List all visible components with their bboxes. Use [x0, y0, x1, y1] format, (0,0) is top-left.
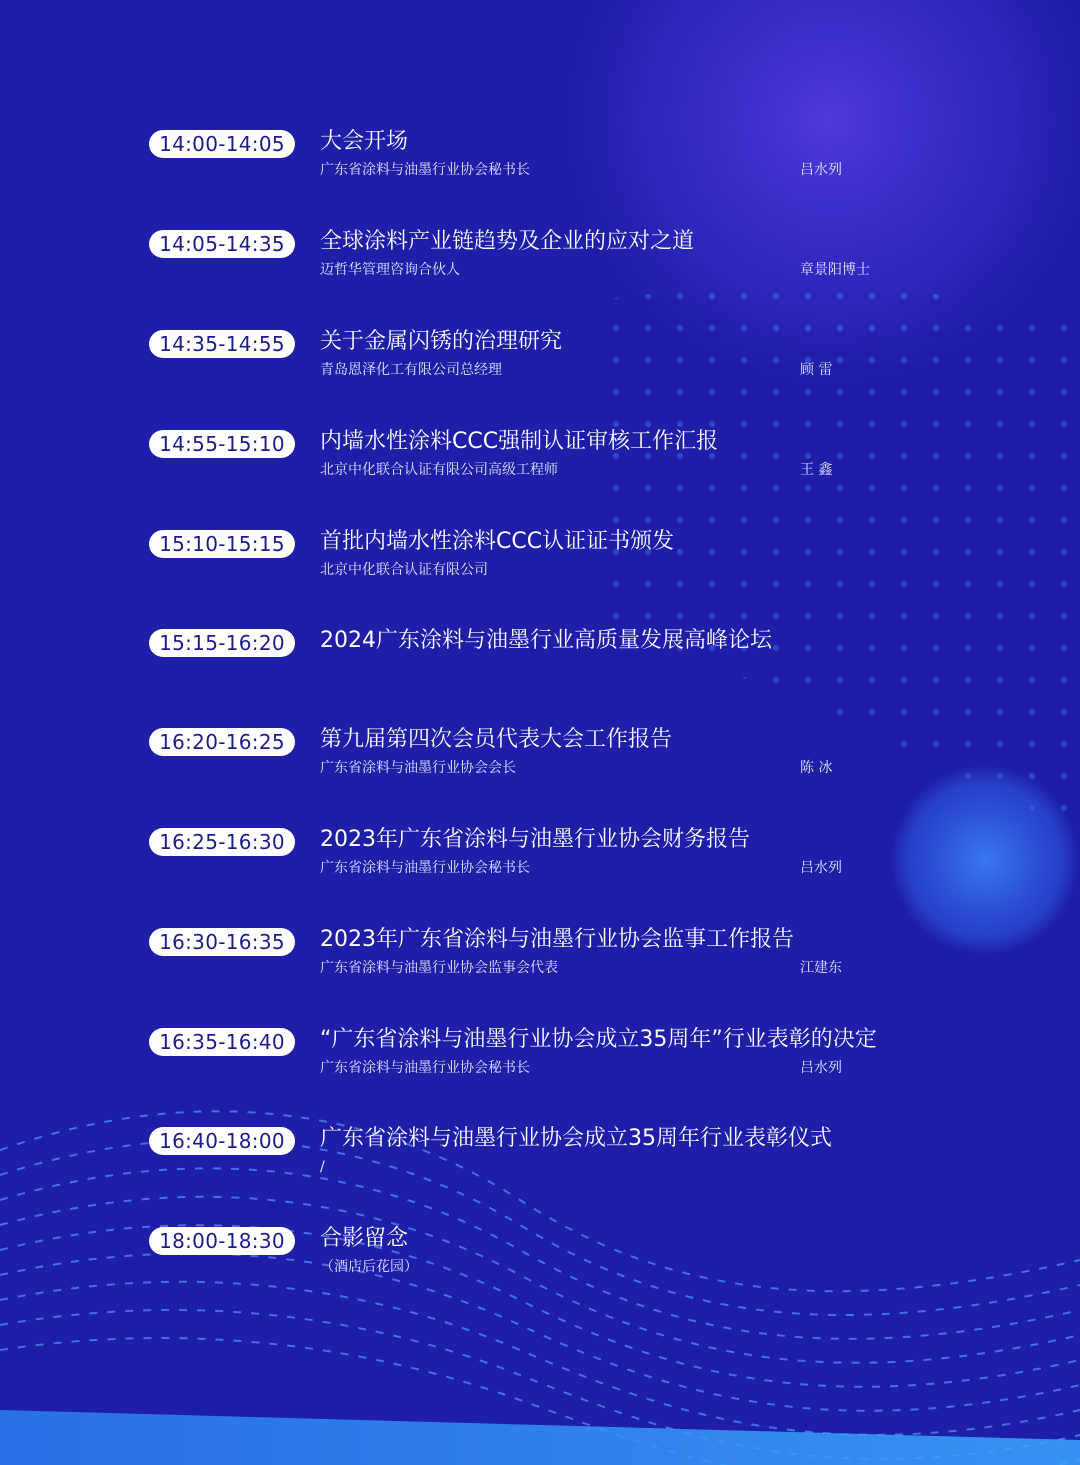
- time-badge: 14:00-14:05: [149, 130, 295, 158]
- session-title: 关于金属闪锈的治理研究: [320, 329, 563, 354]
- agenda-item: [0, 1127, 1080, 1197]
- session-title: 2023年广东省涂料与油墨行业协会财务报告: [320, 827, 750, 852]
- speaker-affiliation: 广东省涂料与油墨行业协会会长: [320, 760, 516, 776]
- agenda-item: [0, 230, 1080, 300]
- speaker-name: 吕水列: [800, 860, 842, 876]
- agenda-item: [0, 928, 1080, 998]
- session-title: 2024广东涂料与油墨行业高质量发展高峰论坛: [320, 628, 772, 653]
- time-badge: 16:25-16:30: [149, 828, 295, 856]
- session-title: 大会开场: [320, 129, 409, 154]
- speaker-name: 章景阳博士: [800, 262, 870, 278]
- agenda-item: [0, 728, 1080, 798]
- session-title: 内墙水性涂料CCC强制认证审核工作汇报: [320, 429, 719, 454]
- agenda-item: [0, 828, 1080, 898]
- session-title: 首批内墙水性涂料CCC认证证书颁发: [320, 529, 675, 554]
- time-badge: 14:05-14:35: [149, 230, 295, 258]
- speaker-name: 陈 冰: [800, 760, 833, 776]
- time-badge: 16:40-18:00: [149, 1127, 295, 1155]
- agenda-item: [0, 1227, 1080, 1297]
- speaker-name: 王 鑫: [800, 462, 833, 478]
- session-title: 2023年广东省涂料与油墨行业协会监事工作报告: [320, 927, 794, 952]
- speaker-affiliation: 广东省涂料与油墨行业协会监事会代表: [320, 960, 558, 976]
- speaker-affiliation: （酒店后花园）: [320, 1259, 418, 1275]
- agenda-item: [0, 430, 1080, 500]
- agenda-item: [0, 330, 1080, 400]
- time-badge: 18:00-18:30: [149, 1227, 295, 1255]
- speaker-affiliation: 广东省涂料与油墨行业协会秘书长: [320, 162, 530, 178]
- speaker-affiliation: 北京中化联合认证有限公司: [320, 562, 488, 578]
- speaker-affiliation: 青岛恩泽化工有限公司总经理: [320, 362, 502, 378]
- agenda-item: [0, 530, 1080, 600]
- time-badge: 14:55-15:10: [149, 430, 295, 458]
- speaker-name: 顾 雷: [800, 362, 833, 378]
- agenda-item: [0, 130, 1080, 200]
- speaker-name: 吕水列: [800, 162, 842, 178]
- agenda-item: [0, 1028, 1080, 1098]
- time-badge: 15:15-16:20: [149, 629, 295, 657]
- session-title: 广东省涂料与油墨行业协会成立35周年行业表彰仪式: [320, 1126, 832, 1151]
- bottom-band: [0, 1410, 1080, 1465]
- speaker-name: 江建东: [800, 960, 842, 976]
- session-title: “广东省涂料与油墨行业协会成立35周年”行业表彰的决定: [320, 1027, 877, 1052]
- session-title: 全球涂料产业链趋势及企业的应对之道: [320, 229, 695, 254]
- time-badge: 14:35-14:55: [149, 330, 295, 358]
- time-badge: 16:30-16:35: [149, 928, 295, 956]
- session-title: 合影留念: [320, 1226, 409, 1251]
- session-title: 第九届第四次会员代表大会工作报告: [320, 727, 673, 752]
- speaker-affiliation: /: [320, 1159, 325, 1175]
- speaker-affiliation: 广东省涂料与油墨行业协会秘书长: [320, 1060, 530, 1076]
- time-badge: 16:20-16:25: [149, 728, 295, 756]
- speaker-affiliation: 迈哲华管理咨询合伙人: [320, 262, 460, 278]
- speaker-affiliation: 北京中化联合认证有限公司高级工程师: [320, 462, 558, 478]
- agenda-item: [0, 629, 1080, 699]
- time-badge: 16:35-16:40: [149, 1028, 295, 1056]
- time-badge: 15:10-15:15: [149, 530, 295, 558]
- speaker-name: 吕水列: [800, 1060, 842, 1076]
- speaker-affiliation: 广东省涂料与油墨行业协会秘书长: [320, 860, 530, 876]
